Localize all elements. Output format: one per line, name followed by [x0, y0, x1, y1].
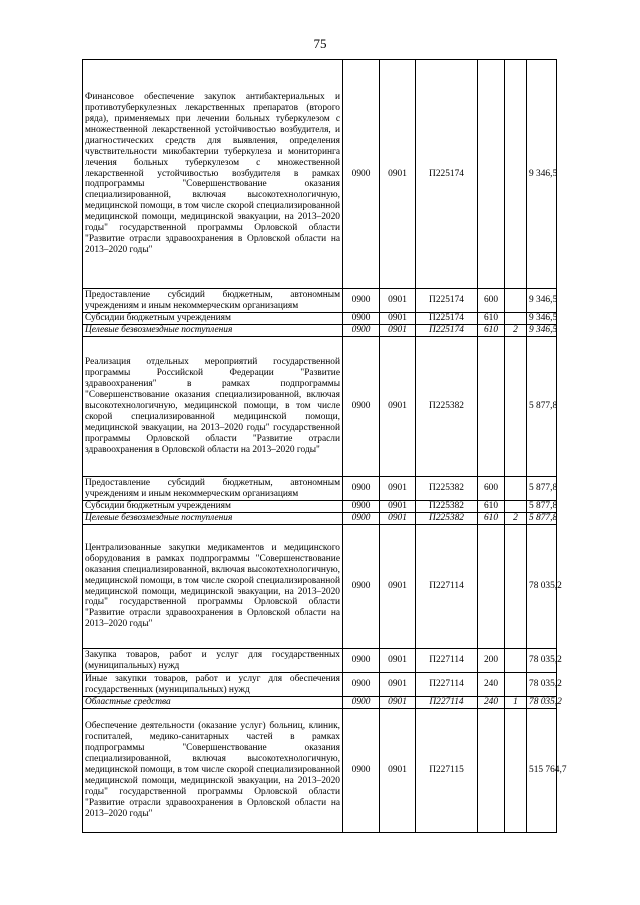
funding-source-code: [505, 477, 527, 501]
target-article-code: П227114: [416, 649, 478, 673]
funding-source-code: [505, 313, 527, 325]
subsection-code: 0901: [380, 313, 416, 325]
row-name: Иные закупки товаров, работ и услуг для обеспечения государственных (муниципальных) нужд: [83, 673, 343, 697]
row-name: Целевые безвозмездные поступления: [83, 325, 343, 337]
row-name: Областные средства: [83, 697, 343, 709]
expense-type-code: 610: [478, 501, 505, 513]
subsection-code: 0901: [380, 337, 416, 477]
target-article-code: П225174: [416, 60, 478, 289]
expense-type-code: [478, 525, 505, 649]
subsection-code: 0901: [380, 477, 416, 501]
row-name: Предоставление субсидий бюджетным, автономным учреждениям и иным некоммерческим организациям: [83, 289, 343, 313]
amount: 5 877,8: [527, 337, 557, 477]
row-name: Субсидии бюджетным учреждениям: [83, 313, 343, 325]
expense-type-code: 240: [478, 697, 505, 709]
target-article-code: П227114: [416, 697, 478, 709]
expense-type-code: 610: [478, 513, 505, 525]
subsection-code: 0901: [380, 60, 416, 289]
expense-type-code: 600: [478, 289, 505, 313]
amount: 78 035,2: [527, 673, 557, 697]
funding-source-code: 1: [505, 697, 527, 709]
amount: 78 035,2: [527, 649, 557, 673]
row-name: Финансовое обеспечение закупок антибактериальных и противотуберкулезных лекарственных препаратов (второго ряда), применяемых при лечении больных туберкулезом с множественной лекарственной устойчивостью возбудителя, и диагностических средств для выявления, определения чувствительности микобактерии туберкулеза и мониторинга лечения больных туберкулезом с множественной лекарственной устойчивостью возбудителя в рамках подпрограммы "Совершенствование оказания специализированной, включая высокотехнологичную, медицинской помощи, в том числе скорой специализированной медицинской помощи, медицинской эвакуации, на 2013–2020 годы" государственной программы Орловской области "Развитие отрасли здравоохранения в Орловской области на 2013–2020 годы": [83, 60, 343, 289]
funding-source-code: [505, 289, 527, 313]
section-code: 0900: [343, 477, 380, 501]
row-name: Целевые безвозмездные поступления: [83, 513, 343, 525]
target-article-code: П225382: [416, 477, 478, 501]
subsection-code: 0901: [380, 289, 416, 313]
amount: 9 346,5: [527, 325, 557, 337]
funding-source-code: [505, 337, 527, 477]
table-row: [83, 513, 557, 525]
subsection-code: 0901: [380, 697, 416, 709]
expense-type-code: [478, 709, 505, 833]
funding-source-code: [505, 60, 527, 289]
target-article-code: П227115: [416, 709, 478, 833]
amount: 5 877,8: [527, 501, 557, 513]
expense-type-code: 200: [478, 649, 505, 673]
section-code: 0900: [343, 313, 380, 325]
expense-type-code: 600: [478, 477, 505, 501]
expense-type-code: 240: [478, 673, 505, 697]
amount: 78 035,2: [527, 697, 557, 709]
target-article-code: П227114: [416, 525, 478, 649]
amount: 9 346,5: [527, 60, 557, 289]
budget-table-body: [83, 60, 567, 833]
expense-type-code: 610: [478, 325, 505, 337]
funding-source-code: [505, 501, 527, 513]
expense-type-code: [478, 60, 505, 289]
table-row: [83, 477, 557, 501]
section-code: 0900: [343, 709, 380, 833]
table-row: [83, 337, 557, 477]
table-row: [83, 525, 557, 649]
expense-type-code: [478, 337, 505, 477]
funding-source-code: 2: [505, 513, 527, 525]
funding-source-code: 2: [505, 325, 527, 337]
amount: 5 877,8: [527, 513, 557, 525]
row-name: Централизованные закупки медикаментов и медицинского оборудования в рамках подпрограммы "Совершенствование оказания специализированной, включая высокотехнологичную, медицинской помощи, в том числе скорой специализированной медицинской помощи, медицинской эвакуации, на 2013–2020 годы" государственной программы Орловской области "Развитие отрасли здравоохранения в Орловской области на 2013–2020 годы": [83, 525, 343, 649]
section-code: 0900: [343, 289, 380, 313]
row-name: Обеспечение деятельности (оказание услуг) больниц, клиник, госпиталей, медико-санитарных частей в рамках подпрограммы "Совершенствование оказания специализированной, включая высокотехнологичную, медицинской помощи, в том числе скорой специализированной медицинской помощи, медицинской эвакуации, на 2013–2020 годы" государственной программы Орловской области "Развитие отрасли здравоохранения в Орловской области на 2013–2020 годы": [83, 709, 343, 833]
target-article-code: П225174: [416, 325, 478, 337]
section-code: 0900: [343, 60, 380, 289]
amount: 9 346,5: [527, 289, 557, 313]
target-article-code: П225174: [416, 313, 478, 325]
funding-source-code: [505, 709, 527, 833]
section-code: 0900: [343, 337, 380, 477]
target-article-code: П225174: [416, 289, 478, 313]
subsection-code: 0901: [380, 649, 416, 673]
table-row: [83, 709, 557, 833]
amount: 5 877,8: [527, 477, 557, 501]
subsection-code: 0901: [380, 325, 416, 337]
table-row: [83, 673, 557, 697]
table-row: [83, 501, 557, 513]
table-row: [83, 697, 557, 709]
amount: 78 035,2: [527, 525, 557, 649]
target-article-code: П225382: [416, 337, 478, 477]
funding-source-code: [505, 673, 527, 697]
table-row: [83, 313, 557, 325]
row-name: Субсидии бюджетным учреждениям: [83, 501, 343, 513]
table-row: [83, 60, 557, 289]
section-code: 0900: [343, 325, 380, 337]
row-name: Реализация отдельных мероприятий государственной программы Российской Федерации "Развитие здравоохранения" в рамках подпрограммы "Совершенствование оказания специализированной, включая высокотехнологичную, медицинской помощи, в том числе скорой специализированной медицинской помощи, медицинской эвакуации, на 2013–2020 годы" государственной программы Орловской области "Развитие отрасли здравоохранения в Орловской области на 2013–2020 годы": [83, 337, 343, 477]
page-number: 75: [313, 36, 327, 51]
subsection-code: 0901: [380, 673, 416, 697]
subsection-code: 0901: [380, 709, 416, 833]
funding-source-code: [505, 649, 527, 673]
row-name: Предоставление субсидий бюджетным, автономным учреждениям и иным некоммерческим организациям: [83, 477, 343, 501]
target-article-code: П225382: [416, 501, 478, 513]
subsection-code: 0901: [380, 525, 416, 649]
expense-type-code: 610: [478, 313, 505, 325]
section-code: 0900: [343, 697, 380, 709]
funding-source-code: [505, 525, 527, 649]
table-row: [83, 649, 557, 673]
section-code: 0900: [343, 501, 380, 513]
subsection-code: 0901: [380, 501, 416, 513]
table-row: [83, 325, 557, 337]
row-name: Закупка товаров, работ и услуг для государственных (муниципальных) нужд: [83, 649, 343, 673]
target-article-code: П227114: [416, 673, 478, 697]
section-code: 0900: [343, 649, 380, 673]
table-row: [83, 289, 557, 313]
section-code: 0900: [343, 673, 380, 697]
amount: 515 764,7: [527, 709, 557, 833]
section-code: 0900: [343, 525, 380, 649]
amount: 9 346,5: [527, 313, 557, 325]
budget-table: [82, 59, 567, 833]
target-article-code: П225382: [416, 513, 478, 525]
subsection-code: 0901: [380, 513, 416, 525]
section-code: 0900: [343, 513, 380, 525]
